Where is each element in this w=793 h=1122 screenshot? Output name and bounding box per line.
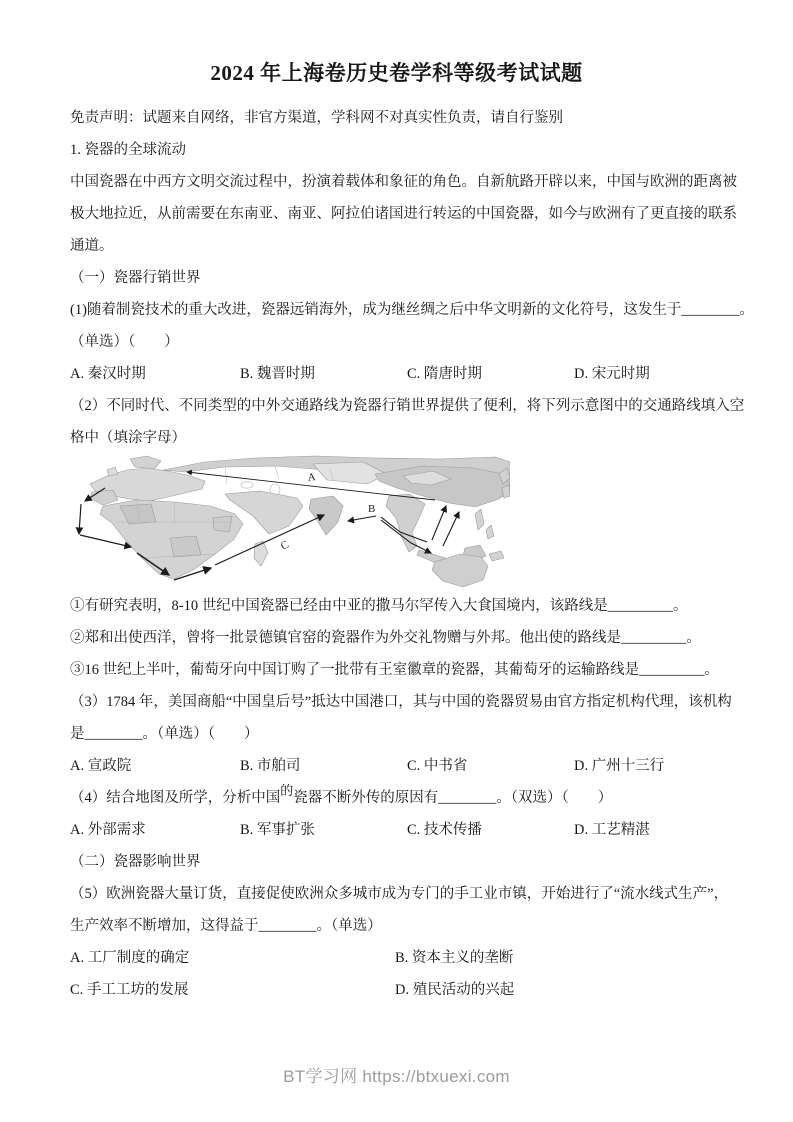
q3-options-row [70,750,753,782]
section1-heading: （一）瓷器行销世界 [70,270,201,286]
q3-option-a: A. 宣政院 [70,758,132,774]
q3-option-c: C. 中书省 [407,758,468,774]
map-land-indochina [386,494,425,552]
q3-stem-line2: 是________。（单选）（ ） [70,726,259,742]
q5-options-row-1 [70,942,753,974]
map-route-label-a: A [306,471,317,484]
q4-stem-line [70,782,753,814]
q2-subquestion-2: ②郑和出使西洋，曾将一批景德镇官窑的瓷器作为外交礼物赠与外邦。他出使的路线是_________。 [70,630,701,646]
map-route-c-line-atlantic [79,504,81,534]
q4-option-b: B. 军事扩张 [240,822,315,838]
map-land-scandinavia [130,456,161,469]
document-body [70,102,753,1006]
map-route-label-b: B [368,503,376,515]
intro-paragraph-line3: 通道。 [70,238,114,254]
intro-paragraph-line2: 极大地拉近，从前需要在东南亚、南亚、阿拉伯诸国进行转运的中国瓷器，如今与欧洲有了更直接的联系 [70,206,737,222]
q4-option-c: C. 技术传播 [407,822,482,838]
q5-option-a: A. 工厂制度的确定 [70,950,190,966]
disclaimer-text: 免责声明：试题来自网络，非官方渠道，学科网不对真实性负责，请自行鉴别 [70,110,563,126]
map-sea-black-sea [241,482,253,488]
q3-option-b: B. 市舶司 [240,758,301,774]
q1-stem-line2: （单选）（ ） [70,334,179,350]
q1-option-c: C. 隋唐时期 [407,366,482,382]
watermark-footer: BT学习网 https://btxuexi.com [283,1067,510,1086]
q5-option-b: B. 资本主义的垄断 [395,950,514,966]
map-land-central-africa-country [170,536,201,557]
map-land-britain [107,467,118,476]
q2-subquestion-3: ③16 世纪上半叶，葡萄牙向中国订购了一批带有王室徽章的瓷器，其葡萄牙的运输路线是_________。 [70,662,719,678]
map-land-east-indies [489,551,504,561]
afro-eurasia-map-image [75,454,510,590]
section2-heading: （二）瓷器影响世界 [70,854,201,870]
map-route-b-line-to-india [348,516,376,521]
q4-options-row [70,814,753,846]
route-map [75,454,753,590]
map-land-philippines [475,509,484,530]
map-land-philippines-south [486,525,494,539]
map-land-iberia [90,490,118,505]
q1-options-row [70,358,753,390]
q5-option-d: D. 殖民活动的兴起 [395,982,515,998]
q4-stem-suffix: 瓷器不断外传的原因有________。（双选）（ ） [293,790,613,806]
q2-stem-line1: （2）不同时代、不同类型的中外交通路线为瓷器行销世界提供了便利，将下列示意图中的交通路线填入空 [70,398,745,414]
q3-option-d: D. 广州十三行 [574,758,665,774]
map-route-b-line-to-china-1 [432,506,446,540]
q5-options-row-2 [70,974,753,1006]
q1-option-b: B. 魏晋时期 [240,366,315,382]
q1-option-a: A. 秦汉时期 [70,366,146,382]
map-route-b-line-to-china-2 [443,512,459,546]
q5-option-c: C. 手工工坊的发展 [70,982,189,998]
map-land-east-africa-country [213,516,232,532]
map-land-madagascar [254,541,268,566]
q1-stem-line1: (1)随着制瓷技术的重大改进，瓷器远销海外，成为继丝绸之后中华文明新的文化符号，这发生于________。 [70,302,754,318]
map-route-label-c: C [278,538,291,553]
question1-heading: 1. 瓷器的全球流动 [70,142,186,158]
map-land-india [309,496,343,535]
q4-option-a: A. 外部需求 [70,822,146,838]
q1-option-d: D. 宋元时期 [574,366,650,382]
q4-option-d: D. 工艺精湛 [574,822,650,838]
q3-stem-line1: （3）1784 年，美国商船“中国皇后号”抵达中国港口，其与中国的瓷器贸易由官方指定机构代理，该机构 [70,694,732,710]
document-title: 2024 年上海卷历史卷学科等级考试试题 [210,61,583,85]
q5-stem-line2: 生产效率不断增加，这得益于________。（单选） [70,918,382,934]
q2-subquestion-1: ①有研究表明，8-10 世纪中国瓷器已经由中亚的撒马尔罕传入大食国境内，该路线是_________。 [70,598,688,614]
q4-stem-prefix: （4）结合地图及所学，分析中国 [70,790,281,806]
q2-stem-line2: 格中（填涂字母） [70,430,186,446]
q5-stem-line1: （5）欧洲瓷器大量订货，直接促使欧洲众多城市成为专门的手工业市镇，开始进行了“流水线式生产”， [70,886,729,902]
intro-paragraph-line1: 中国瓷器在中西方文明交流过程中，扮演着载体和象征的角色。自新航路开辟以来，中国与欧洲的距离被 [70,174,737,190]
q4-stem-superscript: 的 [280,783,294,798]
